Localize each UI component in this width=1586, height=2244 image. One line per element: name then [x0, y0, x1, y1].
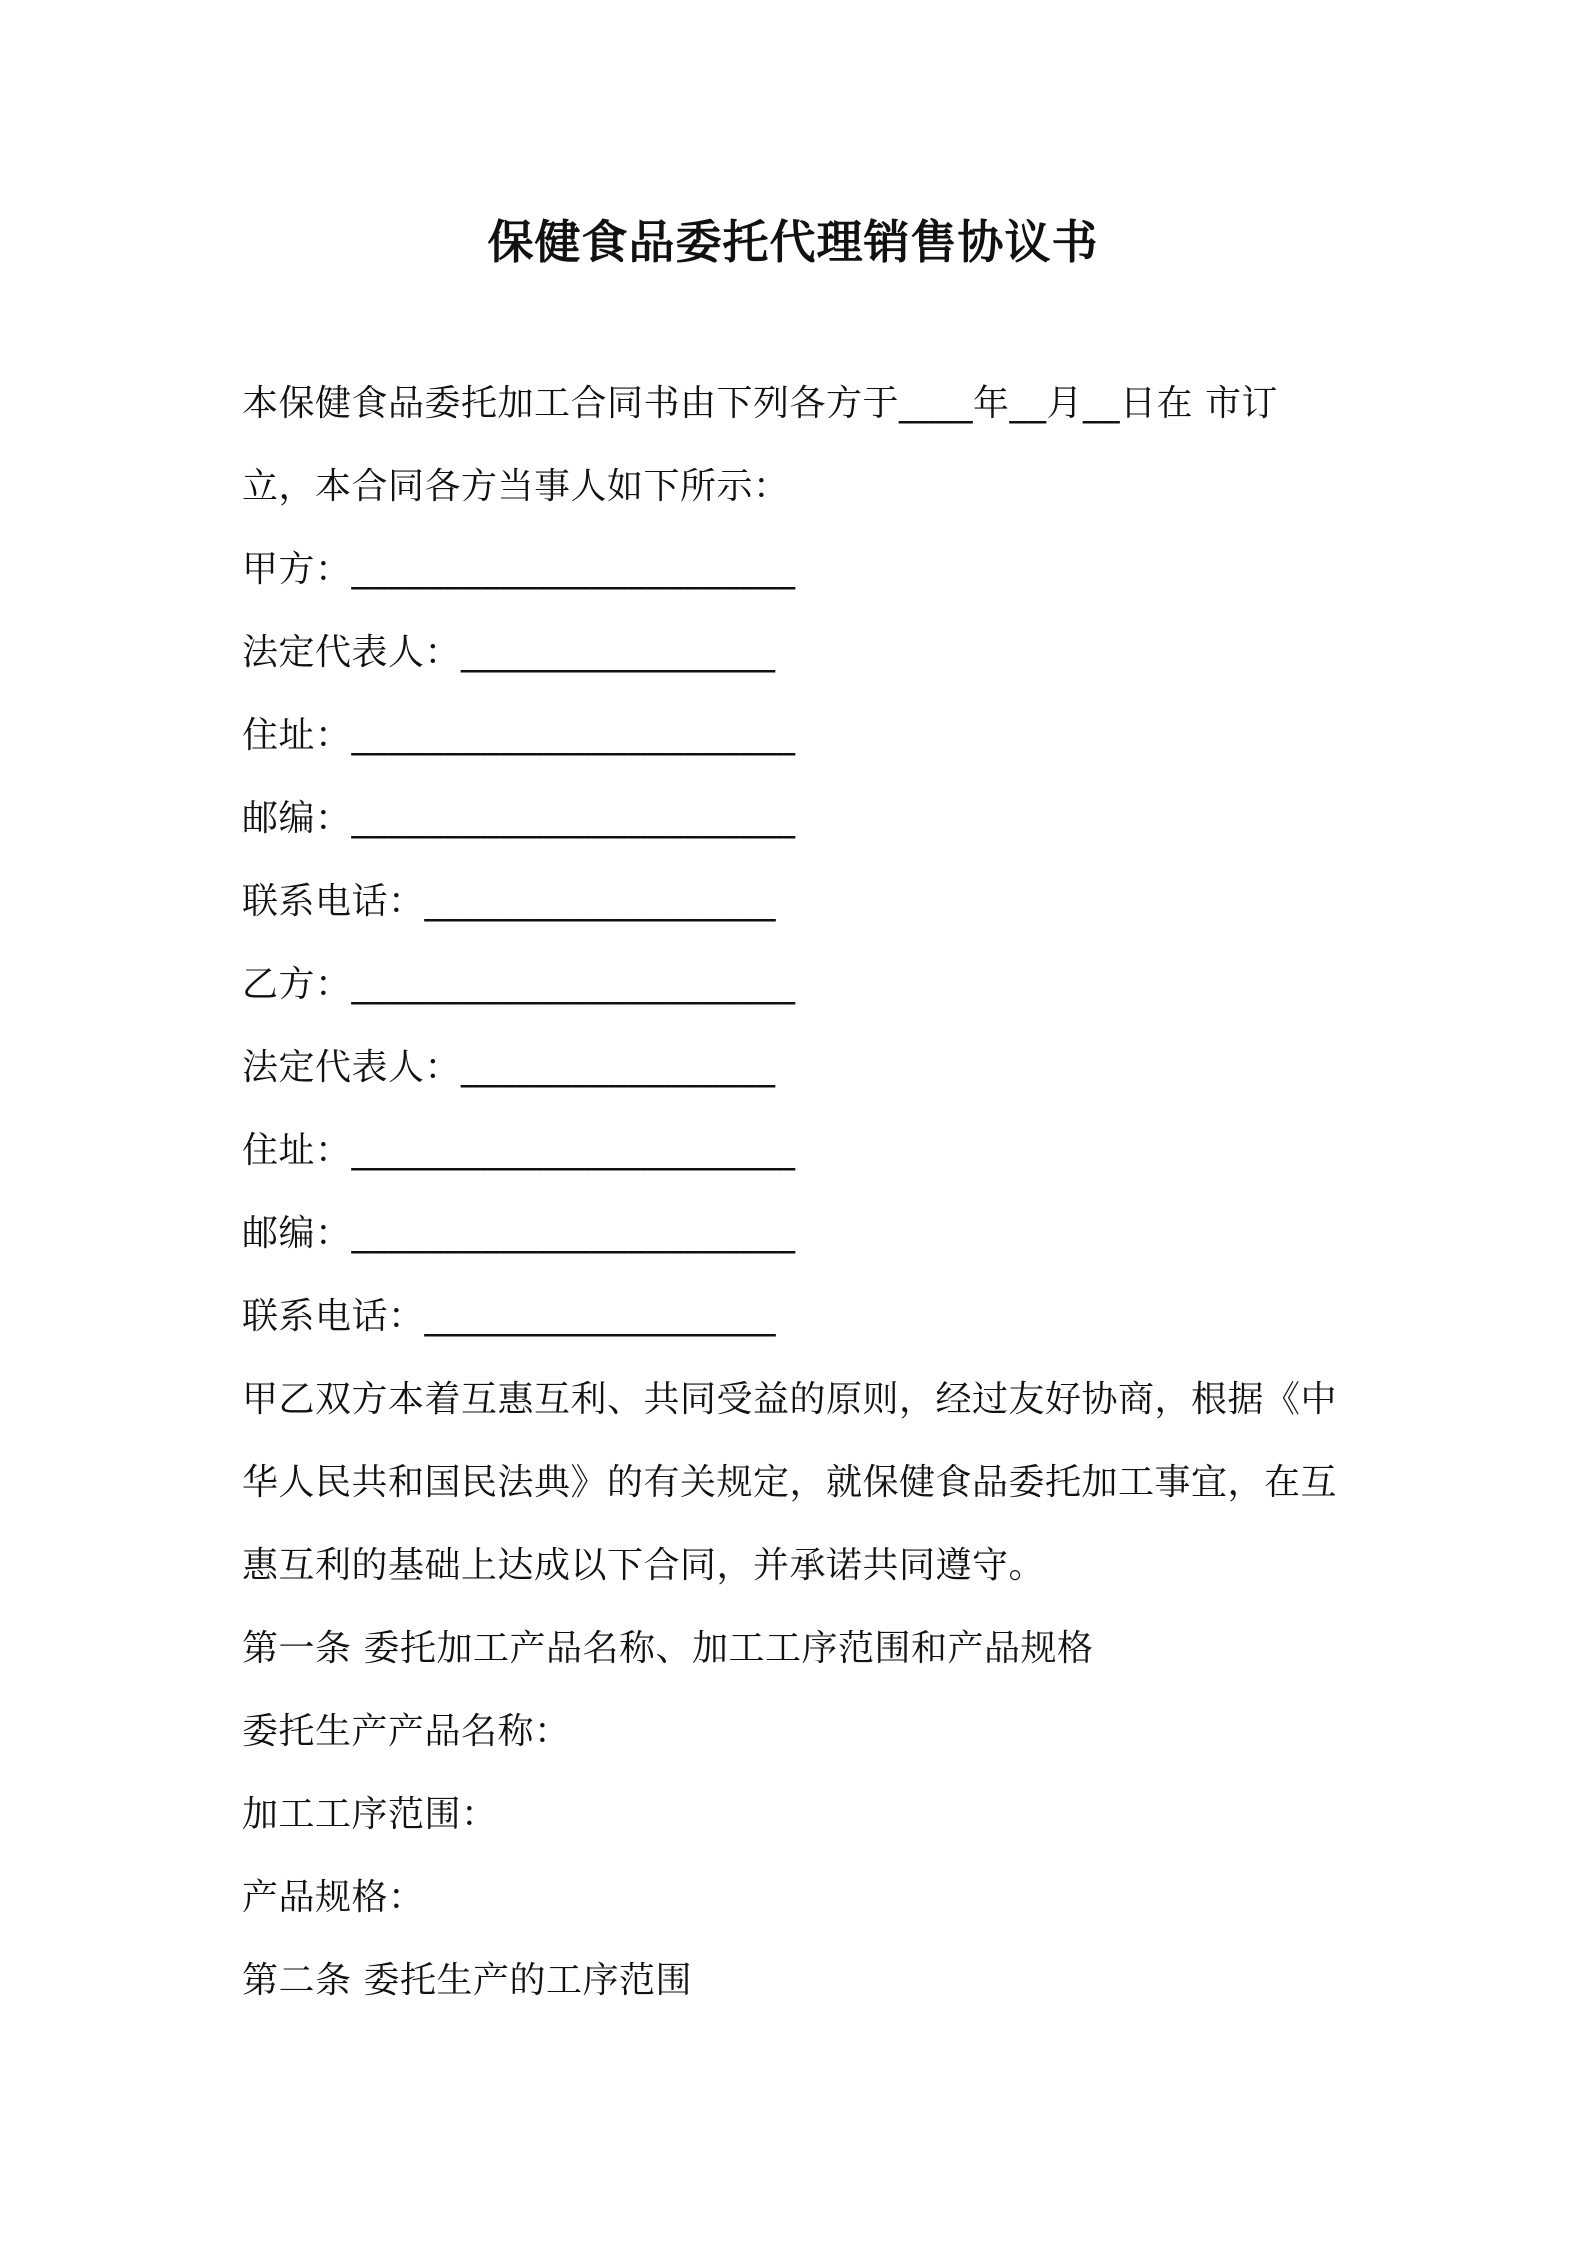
party-a-postcode-field: 邮编：________________________ [242, 798, 796, 839]
product-spec-field: 产品规格： [242, 1877, 425, 1918]
party-b-legal-rep-field: 法定代表人：_________________ [242, 1047, 776, 1088]
party-b-postcode-field: 邮编：________________________ [242, 1213, 796, 1254]
product-name-field: 委托生产产品名称： [242, 1711, 571, 1752]
preamble-line-2: 华人民共和国民法典》的有关规定，就保健食品委托加工事宜，在互 [242, 1462, 1338, 1503]
party-a-legal-rep-field: 法定代表人：_________________ [242, 632, 776, 673]
party-b-field: 乙方：________________________ [242, 964, 796, 1005]
document-title: 保健食品委托代理销售协议书 [487, 215, 1099, 269]
intro-line-1: 本保健食品委托加工合同书由下列各方于____年__月__日在 市订 [242, 383, 1278, 424]
preamble-line-1: 甲乙双方本着互惠互利、共同受益的原则，经过友好协商，根据《中 [242, 1379, 1338, 1420]
party-a-address-field: 住址：________________________ [242, 715, 796, 756]
article-2-heading: 第二条 委托生产的工序范围 [242, 1960, 692, 2001]
document-body [242, 362, 1357, 2022]
preamble-line-3: 惠互利的基础上达成以下合同，并承诺共同遵守。 [242, 1545, 1046, 1586]
party-b-phone-field: 联系电话：___________________ [242, 1296, 777, 1337]
process-scope-field: 加工工序范围： [242, 1794, 498, 1835]
party-a-phone-field: 联系电话：___________________ [242, 881, 777, 922]
article-1-heading: 第一条 委托加工产品名称、加工工序范围和产品规格 [242, 1628, 1094, 1669]
party-b-address-field: 住址：________________________ [242, 1130, 796, 1171]
intro-line-2: 立，本合同各方当事人如下所示： [242, 466, 790, 507]
party-a-field: 甲方：________________________ [242, 549, 796, 590]
